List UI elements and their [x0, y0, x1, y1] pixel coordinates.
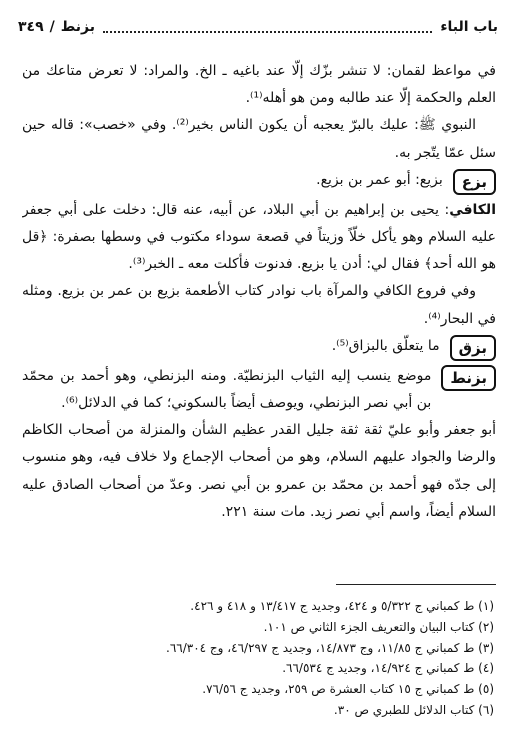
entry-text-bazi: بزيع: أبو عمر بن بزيع.: [316, 171, 443, 188]
footnotes: [30, 596, 494, 721]
entry-text-bazant: موضع ينسب إليه الثياب البزنطيّة. ومنه البزنطي، وهو أحمد بن محمّد بن أبي نصر البزنطي، ويوصف أيضاً بالسكوني؛ كما في الدلائل⁽⁶⁾.: [22, 367, 432, 412]
kafi-label: الكافي: [449, 201, 496, 218]
entry-bazant-bio: أبو جعفر وأبو عليّ ثقة ثقة جليل القدر عظيم الشأن والمنزلة من أصحاب الكاظم والرضا والجواد عليهم السلام، وهو من أصحاب الإجماع ولا خلاف فيه، وهو منسوب إلى جدّه فهو أحمد بن محمّد بن عمرو بن أبي نصر. وعدّ من أصحاب الصادق عليه السلام أيضاً، واسم أبي نصر زيد. مات سنة ٢٢١.: [22, 422, 496, 520]
entry-head-bazant: بزنط: [441, 365, 496, 391]
header-leader-dots: [103, 21, 432, 33]
footnote: (٣) ط كمباني ج ١١/٨٥، وج ١٤/٨٧٣، وجديد ج ٤٦/٢٩٧، وج ٦٦/٣٠٤.: [165, 640, 494, 655]
entry-text-baza: ما يتعلّق بالبزاق⁽⁵⁾.: [331, 337, 440, 354]
footnote: (٦) كتاب الدلائل للطبري ص ٣٠.: [333, 702, 494, 717]
entry-head-bazi: بزع: [453, 169, 496, 195]
kafi-text: : يحيى بن إبراهيم بن أبي البلاد، عن أبيه، عنه قال: دخلت على أبي جعفر عليه السلام وهو يأكل خلّاً وزيتاً في قصعة سوداء مكتوب في وسطها بصفرة: ﴿قل هو الله أحد﴾ فقال لي: أدن يا بزيع. فدنوت فأكلت معه ـ الخبر⁽³⁾.: [22, 201, 496, 273]
entry-bazi-furu: وفي فروع الكافي والمرآة باب نوادر كتاب الأطعمة بزيع بن عمر بن بزيع. ومثله في البحار⁽⁴⁾.: [22, 283, 496, 327]
paragraph-luqman: في مواعظ لقمان: لا تنشر بزّك إلّا عند باغيه ـ الخ. والمراد: لا تعرض متاعك من العلم والحكمة إلّا عند طالبه ومن هو أهله⁽¹⁾.: [22, 63, 496, 107]
entry-bazi-kafi: [22, 197, 496, 279]
section-name: بزنط: [60, 19, 95, 35]
header-separator: /: [49, 19, 55, 35]
paragraph-nabawi: النبوي ﷺ: عليك بالبرّ يعجبه أن يكون الناس بخير⁽²⁾. وفي «خصب»: قاله حين سئل عمّا يتّجر به.: [22, 117, 496, 161]
entry-head-baza: بزق: [450, 335, 496, 361]
entry-bazant: [22, 363, 496, 417]
page-number: ٣٤٩: [18, 19, 44, 35]
entry-baza: [22, 333, 496, 363]
footnote: (٢) كتاب البيان والتعريف الجزء الثاني ص ١٠١.: [263, 619, 494, 634]
footnote: (٥) ط كمباني ج ١٥ كتاب العشرة ص ٢٥٩، وجديد ج ٧٦/٥٦.: [202, 682, 494, 697]
page-body: [22, 58, 496, 526]
footnote-divider: [336, 584, 496, 585]
page-header: [18, 14, 498, 40]
entry-bazi: [22, 167, 496, 197]
chapter-title: باب الباء: [440, 19, 498, 35]
footnote: (٤) ط كمباني ج ١٤/٩٢٤، وجديد ج ٦٦/٥٣٤.: [282, 661, 494, 676]
footnote: (١) ط كمباني ج ٥/٣٢٢ و ٤٢٤، وجديد ج ١٣/٤١٧ و ٤١٨ و ٤٢٦.: [190, 599, 494, 613]
header-section-page: [18, 19, 95, 35]
